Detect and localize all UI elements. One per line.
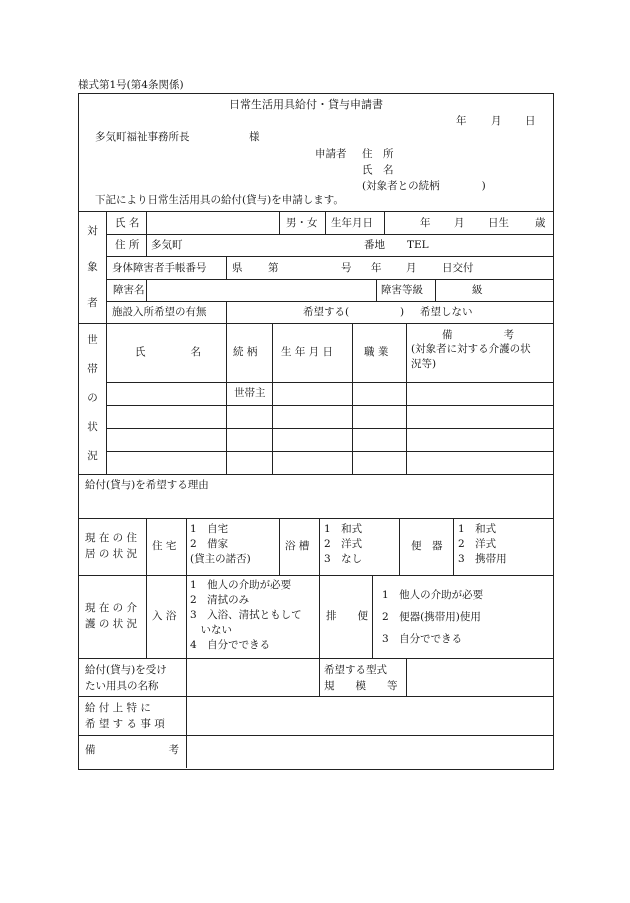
handbook-label: 身体障害者手帳番号: [112, 262, 207, 274]
form-number: 様式第1号(第4条関係): [78, 79, 184, 91]
handbook-dai: 第: [268, 262, 279, 274]
subject-address-value[interactable]: 多気町: [151, 239, 183, 251]
remarks-label: 備 考: [85, 744, 179, 756]
lot-number-unit: 番地: [364, 239, 385, 251]
rule-address-row: [106, 256, 553, 257]
head-of-household: 世帯主: [234, 387, 266, 399]
date-month: 月: [491, 115, 502, 127]
rule-housing-options: [279, 518, 280, 575]
household-heading: 世 帯 の 状 況: [87, 334, 98, 462]
applicant-relation: (対象者との続柄 ): [362, 180, 486, 192]
subject-name-field[interactable]: [147, 212, 278, 233]
rule-facility-label: [226, 301, 227, 323]
date-day: 日: [525, 115, 536, 127]
model-label: 希望する型式 規 模 等: [324, 664, 398, 692]
rule-residence-bottom: [79, 575, 553, 576]
rule-household-2: [106, 428, 553, 429]
care-label: 現 在 の 介 護 の 状 況: [85, 602, 138, 630]
rule-equipment-value: [319, 658, 320, 696]
rule-disability-row: [106, 301, 553, 302]
rule-care-bath-label: [186, 575, 187, 658]
col-birth-header: 生 年 月 日: [281, 346, 334, 358]
facility-label: 施設入所希望の有無: [112, 306, 207, 318]
rule-household-heading: [106, 323, 107, 474]
rule-housing-label: [186, 518, 187, 575]
col-relation-header: 続 柄: [233, 346, 258, 358]
col-remarks-header: 備 考: [442, 329, 514, 341]
bath-options[interactable]: 1 和式 2 洋式 3 なし: [324, 523, 363, 565]
excretion-label: 排 便: [326, 610, 368, 622]
rule-care-label: [146, 575, 147, 658]
birth-day-unit: 日生: [488, 217, 509, 229]
rule-care-bath-options: [319, 575, 320, 658]
form-title: 日常生活用具給付・貸与申請書: [229, 98, 383, 111]
tel-label: TEL: [407, 239, 429, 251]
rule-household-birth: [352, 323, 353, 474]
applicant-address-label: 住 所: [362, 148, 394, 160]
rule-equipment-bottom: [79, 696, 553, 697]
rule-household-relation: [272, 323, 273, 474]
rule-disability-label: [146, 279, 147, 301]
rule-name-row: [106, 234, 553, 235]
rule-reason-bottom: [79, 518, 553, 519]
equipment-label: 給付(貸与)を受け たい用具の名称: [85, 664, 167, 692]
facility-no[interactable]: 希望しない: [420, 306, 473, 318]
handbook-year: 年: [371, 262, 382, 274]
handbook-pref: 県: [232, 262, 243, 274]
applicant-label: 申請者: [315, 148, 347, 160]
housing-label: 住 宅: [152, 540, 177, 552]
addressee: 多気町福祉事務所長: [95, 131, 190, 143]
birth-year-unit: 年: [420, 217, 431, 229]
applicant-name-label: 氏 名: [362, 164, 394, 176]
rule-household-job: [406, 323, 407, 474]
excretion-options[interactable]: 1 他人の介助が必要 2 便器(携帯用)使用 3 自分でできる: [382, 589, 484, 645]
subject-address-label: 住 所: [115, 239, 140, 251]
rule-household-name: [226, 323, 227, 474]
birth-month-unit: 月: [454, 217, 465, 229]
rule-birth-label: [384, 211, 385, 234]
rule-sex-left: [279, 211, 280, 234]
rule-household-1: [106, 405, 553, 406]
care-bath-label: 入 浴: [152, 610, 177, 622]
col-remarks-detail: (対象者に対する介護の状 況等): [411, 343, 531, 370]
disability-label: 障害名: [113, 284, 145, 296]
application-form: [78, 93, 554, 770]
special-request-label: 給 付 上 特 に 希 望 す る 事 項: [85, 702, 165, 730]
rule-sex-right: [325, 211, 326, 234]
residence-label: 現 在 の 住 居 の 状 況: [85, 532, 138, 560]
honorific: 様: [249, 131, 260, 143]
col-job-header: 職 業: [364, 346, 389, 358]
rule-equipment-label: [186, 658, 187, 696]
rule-care-bottom: [79, 658, 553, 659]
rule-household-3: [106, 451, 553, 452]
facility-close-paren: ): [400, 306, 405, 318]
subject-sex[interactable]: 男・女: [286, 217, 318, 229]
rule-subject-heading: [106, 211, 107, 323]
rule-subject-bottom: [79, 323, 553, 324]
rule-model-label: [406, 658, 407, 696]
rule-special-bottom: [79, 735, 553, 736]
rule-grade-value: [435, 279, 436, 301]
rule-handbook-row: [106, 279, 553, 280]
rule-residence-label: [146, 518, 147, 575]
rule-household-bottom: [79, 474, 553, 475]
age-unit: 歳: [535, 217, 546, 229]
handbook-go: 号: [341, 262, 352, 274]
handbook-month: 月: [406, 262, 417, 274]
subject-name-label: 氏 名: [115, 217, 140, 229]
reason-label: 給付(貸与)を希望する理由: [85, 479, 209, 491]
rule-household-header: [106, 382, 553, 383]
bath-label: 浴 槽: [285, 540, 310, 552]
rule-grade-label: [376, 279, 377, 301]
handbook-issued: 日交付: [442, 262, 474, 274]
col-name-header: 氏 名: [135, 346, 201, 358]
care-bath-options[interactable]: 1 他人の介助が必要 2 清拭のみ 3 入浴、清拭ともして いない 4 自分でできる: [190, 579, 302, 651]
rule-address-label: [146, 234, 147, 256]
rule-toilet-label: [453, 518, 454, 575]
rule-bath-options: [399, 518, 400, 575]
toilet-options[interactable]: 1 和式 2 洋式 3 携帯用: [458, 523, 507, 565]
grade-unit: 級: [472, 284, 483, 296]
grade-label: 障害等級: [381, 284, 423, 296]
rule-excretion-label: [372, 575, 373, 658]
rule-special-label: [186, 696, 187, 768]
rule-handbook-label: [226, 256, 227, 279]
rule-bath-label: [319, 518, 320, 575]
housing-options[interactable]: 1 自宅 2 借家 (貸主の諾否): [190, 523, 251, 565]
date-year: 年: [456, 115, 467, 127]
application-statement: 下記により日常生活用具の給付(貸与)を申請します。: [95, 194, 344, 206]
toilet-label: 便 器: [411, 540, 443, 552]
facility-yes[interactable]: 希望する(: [303, 306, 350, 318]
subject-heading: 対 象 者: [87, 225, 98, 309]
subject-birth-label: 生年月日: [331, 217, 373, 229]
